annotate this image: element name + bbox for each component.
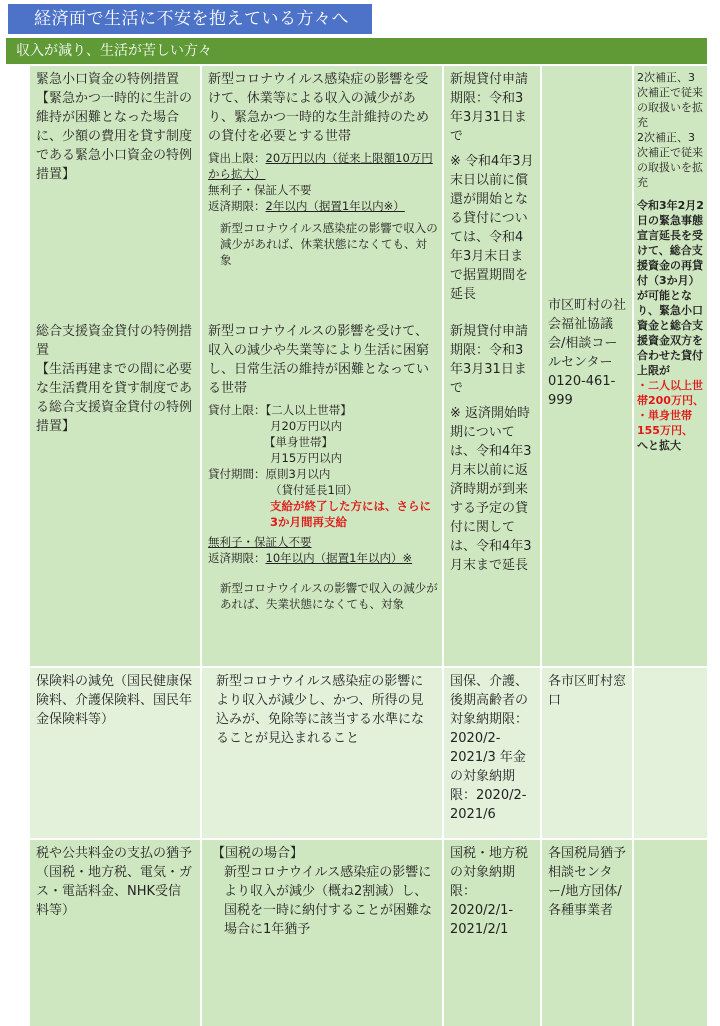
deadline-cell <box>444 66 540 666</box>
general-loan-name: 総合支援資金貸付の特例措置 <box>36 324 193 358</box>
insurance-deadline: 国保、介護、後期高齢者の対象納期限：2020/2-2021/3 年金の対象納期限：2020/2-2021/6 <box>450 674 529 822</box>
general-interest: 無利子・保証人不要 <box>208 535 312 549</box>
tax-detail-cell <box>202 840 442 1026</box>
general-period-label: 貸付期間： <box>208 467 266 481</box>
emergency-repay-value: 2年以内（据置1年以内※） <box>265 199 405 213</box>
insurance-contact: 各市区町村窓口 <box>548 674 627 708</box>
loan-contact: 市区町村の社会福祉協議会/相談コールセンター 0120-461-999 <box>548 298 627 408</box>
tax-contact: 各国税局猶予相談センター/地方団体/各種事業者 <box>548 846 627 918</box>
contact-cell <box>542 66 632 666</box>
general-single-label: 【単身世帯】 <box>264 435 333 449</box>
general-period-value: 原則3月以内 <box>265 467 331 481</box>
tax-detail: 新型コロナウイルス感染症の影響により収入が減少（概ね2割減）し、国税を一時に納付することが困難な場合に1年猶予 <box>224 865 433 937</box>
general-limit-label: 貸付上限： <box>208 403 266 417</box>
tax-name: 税や公共料金の支払の猶予（国税・地方税、電気・ガス・電話料金、NHK受信料等） <box>36 846 193 918</box>
general-single-value: 月15万円以内 <box>270 451 343 465</box>
tax-remarks <box>634 840 707 1026</box>
general-deadline-note: ※ 返済開始時期については、令和4年3月末以前に返済時期が到来する予定の貸付に関しては、令和4年3月末まで延長 <box>450 406 532 573</box>
remarks-line1: 2次補正、3次補正で従来の取扱いを拡充 <box>637 71 703 129</box>
emergency-interest: 無利子・保証人不要 <box>208 183 312 197</box>
remarks-tail: へと拡大 <box>637 439 681 452</box>
table-row-loans <box>30 66 707 666</box>
general-deadline: 新規貸付申請期限：令和3年3月31日まで <box>450 324 529 396</box>
section-header: 収入が減り、生活が苦しい方々 <box>6 38 707 64</box>
emergency-loan-desc: 【緊急かつ一時的に生計の維持が困難となった場合に、少額の費用を貸す制度である緊急小口資金の特例措置】 <box>36 91 193 182</box>
table-row-insurance <box>30 668 707 838</box>
insurance-detail: 新型コロナウイルス感染症の影響により収入が減少し、かつ、所得の見込みが、免除等に該当する水準になることが見込まれること <box>216 674 425 746</box>
general-multi-value: 月20万円以内 <box>270 419 343 433</box>
emergency-repay-label: 返済期限： <box>208 199 266 213</box>
program-name-cell <box>30 66 200 666</box>
emergency-note: 新型コロナウイルス感染症の影響で収入の減少があれば、休業状態になくても、対象 <box>220 221 438 267</box>
emergency-limit-value: 20万円以内（従来上限額10万円から拡大） <box>208 151 433 181</box>
emergency-deadline: 新規貸付申請期限：令和3年3月31日まで <box>450 72 529 144</box>
general-multi-label: 【二人以上世帯】 <box>265 403 352 417</box>
emergency-deadline-note: ※ 令和4年3月末日以前に償還が開始となる貸付については、令和4年3月末日まで据置期間を延長 <box>450 154 534 302</box>
tax-deadline: 国税・地方税の対象納期限：2020/2/1-2021/2/1 <box>450 846 529 937</box>
general-repay-label: 返済期限： <box>208 551 266 565</box>
emergency-limit-label: 貸出上限： <box>208 151 266 165</box>
general-target: 新型コロナウイルスの影響を受けて、収入の減少や失業等により生活に困窮し、日常生活の維持が困難となっている世帯 <box>208 324 430 396</box>
program-detail-cell <box>202 66 442 666</box>
general-period-ext: （貸付延長1回） <box>270 483 358 497</box>
remarks-line2: 2次補正、3次補正で従来の取扱いを拡充 <box>637 131 703 189</box>
tax-detail-head: 【国税の場合】 <box>212 846 304 861</box>
page-title: 経済面で生活に不安を抱えている方々へ <box>8 4 372 34</box>
remarks-cell <box>634 66 707 666</box>
general-period-red: 支給が終了した方には、さらに3か月間再支給 <box>270 499 431 529</box>
remarks-bold: 令和3年2月2日の緊急事態宣言延長を受けて、総合支援資金の再貸付（3か月）が可能となり、緊急小口資金と総合支援資金双方を合わせた貸付上限が <box>637 199 704 377</box>
insurance-name: 保険料の減免（国民健康保険料、介護保険料、国民年金保険料等） <box>36 674 193 727</box>
table-row-tax <box>30 840 707 1026</box>
insurance-remarks <box>634 668 707 838</box>
emergency-loan-name: 緊急小口資金の特例措置 <box>36 72 180 87</box>
general-repay-value: 10年以内（据置1年以内）※ <box>265 551 413 565</box>
general-note: 新型コロナウイルスの影響で収入の減少があれば、失業状態になくても、対象 <box>220 581 438 611</box>
emergency-target: 新型コロナウイルス感染症の影響を受けて、休業等による収入の減少があり、緊急かつ一時的な生計維持のための貸付を必要とする世帯 <box>208 72 430 144</box>
remarks-red-multi: ・二人以上世帯200万円、 <box>637 379 704 407</box>
remarks-red-single: ・単身世帯155万円、 <box>637 409 693 437</box>
general-loan-desc: 【生活再建までの間に必要な生活費用を貸す制度である総合支援資金貸付の特例措置】 <box>36 362 193 434</box>
